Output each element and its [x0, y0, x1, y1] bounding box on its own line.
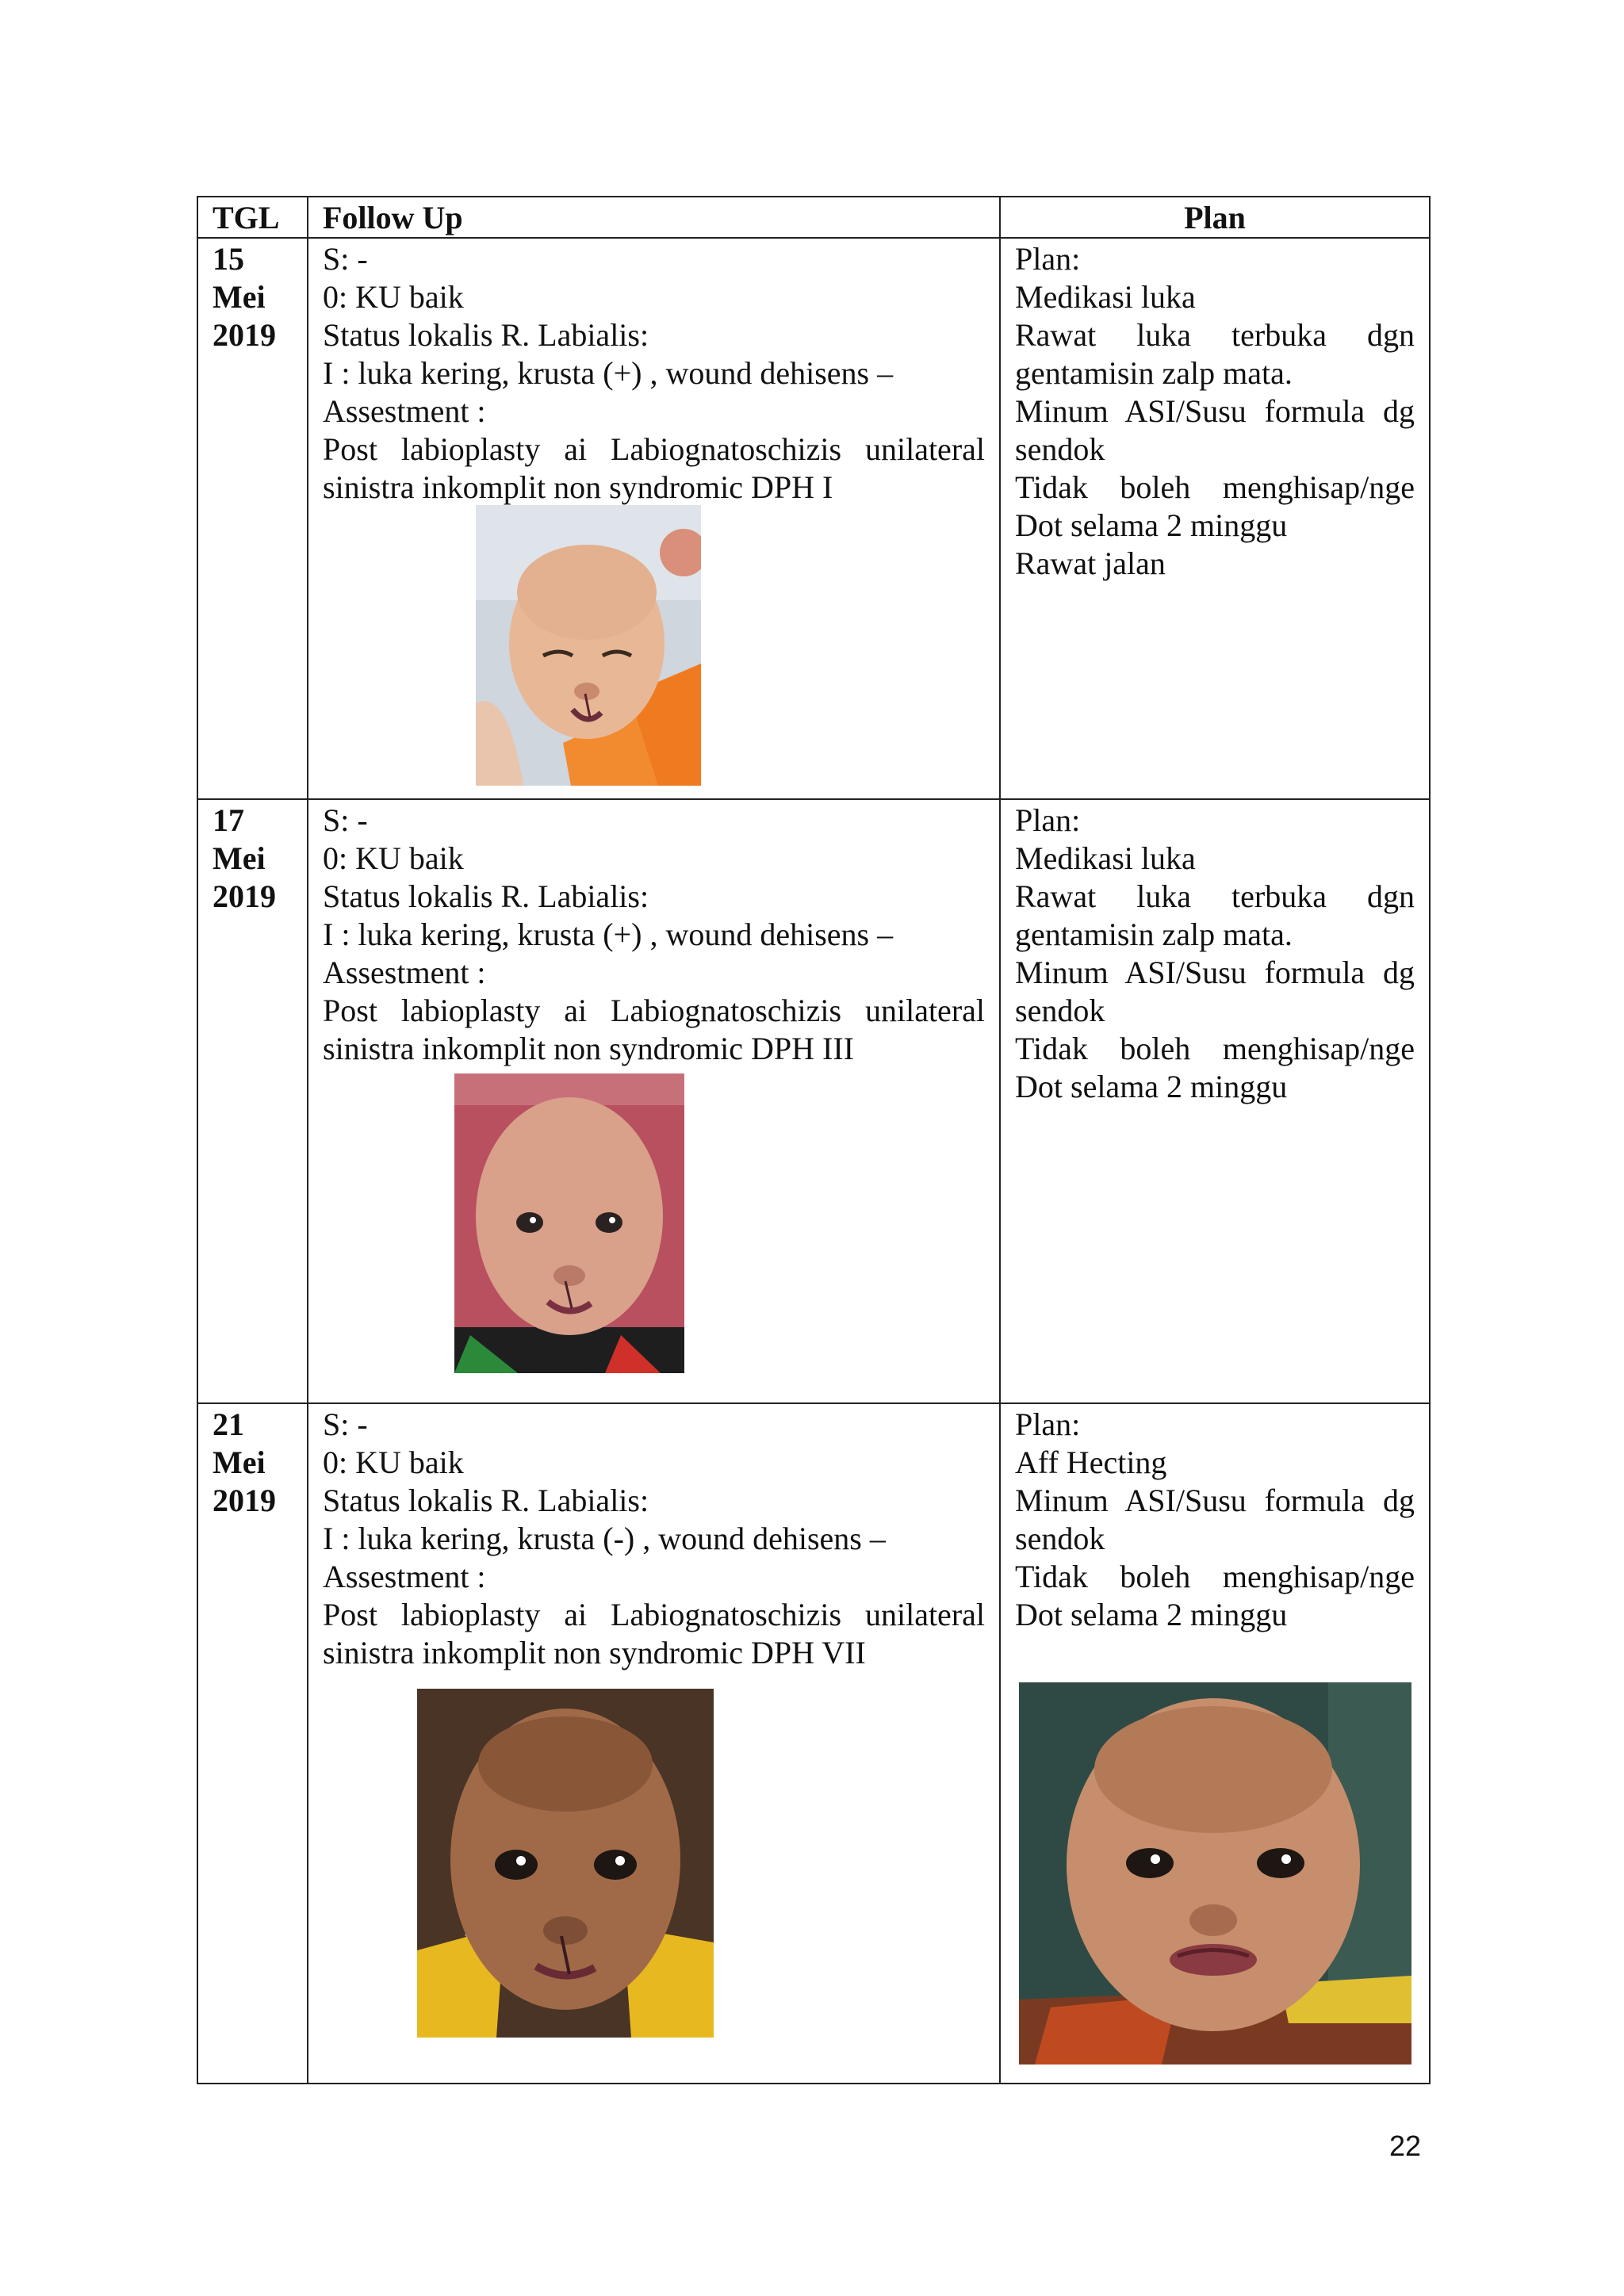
date-month: Mei	[213, 840, 266, 876]
objective: 0: KU baik	[323, 1445, 464, 1480]
plan-item: Tidak boleh menghisap/nge	[1015, 469, 1415, 505]
date-month: Mei	[213, 1445, 266, 1480]
patient-photo	[454, 1073, 684, 1373]
plan-item: Dot selama 2 minggu	[1015, 1069, 1288, 1104]
plan-item: Dot selama 2 minggu	[1015, 1597, 1288, 1632]
plan-item: Rawat luka terbuka dgn	[1015, 317, 1415, 353]
plan-item: gentamisin zalp mata.	[1015, 916, 1293, 952]
assessment-line-2: sinistra inkomplit non syndromic DPH III	[323, 1031, 854, 1066]
inspection: I : luka kering, krusta (+) , wound dehisens –	[323, 355, 894, 391]
plan-cell	[1000, 799, 1430, 1403]
date-year: 2019	[213, 1483, 276, 1518]
table-row	[197, 799, 1430, 1403]
page-number: 22	[1389, 2130, 1422, 2162]
plan-item: gentamisin zalp mata.	[1015, 355, 1293, 391]
subjective: S: -	[323, 241, 368, 277]
plan-item: Tidak boleh menghisap/nge	[1015, 1031, 1415, 1066]
plan-item: Dot selama 2 minggu	[1015, 507, 1288, 543]
plan-label: Plan:	[1015, 802, 1081, 838]
date-cell	[197, 1403, 308, 2084]
header-date: TGL	[197, 197, 308, 238]
assessment-label: Assestment :	[323, 955, 486, 990]
assessment-line-2: sinistra inkomplit non syndromic DPH VII	[323, 1635, 866, 1670]
plan-item: Minum ASI/Susu formula dg	[1015, 955, 1415, 990]
table-header-row	[197, 197, 1430, 238]
plan-item: Minum ASI/Susu formula dg	[1015, 1483, 1415, 1518]
subjective: S: -	[323, 802, 368, 838]
date-day: 21	[213, 1406, 244, 1442]
date-month: Mei	[213, 279, 266, 315]
date-year: 2019	[213, 878, 276, 914]
inspection: I : luka kering, krusta (+) , wound dehisens –	[323, 916, 894, 952]
date-cell	[197, 799, 308, 1403]
inspection: I : luka kering, krusta (-) , wound dehisens –	[323, 1521, 886, 1556]
plan-label: Plan:	[1015, 1406, 1081, 1442]
date-day: 15	[213, 241, 244, 277]
date-year: 2019	[213, 317, 276, 353]
plan-item: Minum ASI/Susu formula dg	[1015, 393, 1415, 429]
status-lokalis: Status lokalis R. Labialis:	[323, 317, 649, 353]
patient-photo	[476, 505, 701, 786]
plan-item: sendok	[1015, 993, 1105, 1028]
plan-cell	[1000, 238, 1430, 799]
plan-item: Rawat jalan	[1015, 545, 1166, 581]
header-plan: Plan	[1000, 197, 1430, 238]
patient-photo	[1019, 1682, 1411, 2064]
assessment-line-1: Post labioplasty ai Labiognatoschizis unilateral	[323, 993, 985, 1028]
date-cell	[197, 238, 308, 799]
plan-item: sendok	[1015, 431, 1105, 467]
assessment-label: Assestment :	[323, 1559, 486, 1594]
assessment-label: Assestment :	[323, 393, 486, 429]
header-follow-up: Follow Up	[308, 197, 1000, 238]
objective: 0: KU baik	[323, 840, 464, 876]
plan-item: Medikasi luka	[1015, 279, 1196, 315]
table-row	[197, 238, 1430, 799]
status-lokalis: Status lokalis R. Labialis:	[323, 1483, 649, 1518]
plan-item: Tidak boleh menghisap/nge	[1015, 1559, 1415, 1594]
status-lokalis: Status lokalis R. Labialis:	[323, 878, 649, 914]
assessment-line-1: Post labioplasty ai Labiognatoschizis unilateral	[323, 431, 985, 467]
plan-item: sendok	[1015, 1521, 1105, 1556]
assessment-line-1: Post labioplasty ai Labiognatoschizis unilateral	[323, 1597, 985, 1632]
assessment-line-2: sinistra inkomplit non syndromic DPH I	[323, 469, 833, 505]
objective: 0: KU baik	[323, 279, 464, 315]
plan-label: Plan:	[1015, 241, 1081, 277]
subjective: S: -	[323, 1406, 368, 1442]
patient-photo	[417, 1689, 714, 2038]
plan-item: Aff Hecting	[1015, 1445, 1167, 1480]
plan-item: Rawat luka terbuka dgn	[1015, 878, 1415, 914]
plan-item: Medikasi luka	[1015, 840, 1196, 876]
date-day: 17	[213, 802, 244, 838]
